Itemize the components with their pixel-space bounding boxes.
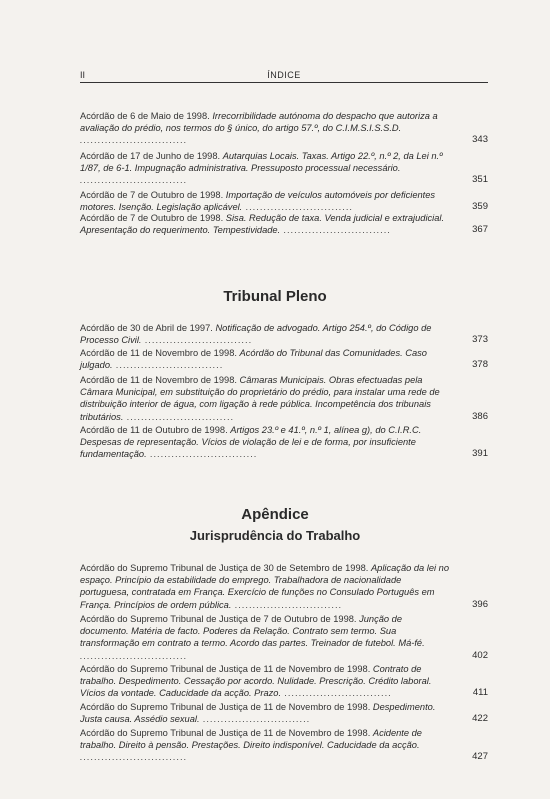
entry-page-number: 351 [472, 174, 488, 186]
index-entry: Acórdão do Supremo Tribunal de Justiça de 11 de Novembro de 1998. Contrato de trabalho. Despedimento. Cessação por acordo. Nulidade. Prescrição. Crédito laboral. Vícios da vontade. Caducidade da acção. Prazo. .............................. 411 [80, 664, 488, 699]
dot-leader: .............................. [80, 175, 188, 186]
entry-page-number: 422 [472, 713, 488, 725]
dot-leader: .............................. [112, 360, 224, 371]
section-title-tribunal-pleno: Tribunal Pleno [223, 288, 327, 305]
header-page-number: II [80, 70, 86, 80]
dot-leader: .............................. [242, 202, 354, 213]
dot-leader: .............................. [141, 335, 253, 346]
entry-page-number: 396 [472, 598, 488, 610]
entry-page-number: 427 [472, 751, 488, 763]
index-entry: Acórdão de 11 de Outubro de 1998. Artigos 23.º e 41.º, n.º 1, alínea g), do C.I.R.C. Despesas de representação. Vícios de violação de lei e de forma, por insuficiente fundamentação. .............................. 391 [80, 425, 488, 460]
index-entry: Acórdão do Supremo Tribunal de Justiça de 7 de Outubro de 1998. Junção de documento. Matéria de facto. Poderes da Relação. Contrato sem termo. Sua transformação em contrato a termo. Acordo das partes. Treinador de futebol. Má-fé. .............................. 402 [80, 614, 488, 661]
dot-leader: .............................. [199, 714, 311, 725]
index-entry: Acórdão do Supremo Tribunal de Justiça de 30 de Setembro de 1998. Aplicação da lei no espaço. Princípio da estabilidade do emprego. Trabalhadora de nacionalidade portuguesa, contratada em França. Exercício de funções no Consulado Português em França. Princípios de ordem pública. .............................. 396 [80, 563, 488, 610]
index-entry: Acórdão de 11 de Novembro de 1998. Acórdão do Tribunal das Comunidades. Caso julgado. .............................. 378 [80, 348, 488, 371]
section-subtitle-jurisprudencia: Jurisprudência do Trabalho [189, 528, 361, 543]
entry-page-number: 359 [472, 201, 488, 213]
index-entry: Acórdão do Supremo Tribunal de Justiça de 11 de Novembro de 1998. Acidente de trabalho. Direito à pensão. Prestações. Direito indisponível. Caducidade da acção. .............................. 427 [80, 728, 488, 763]
dot-leader: .............................. [123, 411, 235, 422]
index-entry: Acórdão de 11 de Novembro de 1998. Câmaras Municipais. Obras efectuadas pela Câmara Municipal, em substituição do proprietário do prédio, para instalar uma rede de distribuição interior de água, com ligação à rede pública. Incompetência dos tribunais tributários. .............................. 386 [80, 375, 488, 422]
entry-page-number: 373 [472, 334, 488, 346]
index-entry: Acórdão de 7 de Outubro de 1998. Sisa. Redução de taxa. Venda judicial e extrajudicial. Apresentação do requerimento. Tempestividade. .............................. 367 [80, 213, 488, 236]
header-title: ÍNDICE [267, 70, 301, 80]
index-entry: Acórdão de 30 de Abril de 1997. Notificação de advogado. Artigo 254.º, do Código de Processo Civil. .............................. 373 [80, 323, 488, 346]
dot-leader: .............................. [281, 688, 393, 699]
entry-page-number: 391 [472, 448, 488, 460]
entry-page-number: 378 [472, 359, 488, 371]
entry-page-number: 386 [472, 410, 488, 422]
dot-leader: .............................. [80, 650, 188, 661]
entry-page-number: 402 [472, 649, 488, 661]
dot-leader: .............................. [231, 599, 343, 610]
dot-leader: .............................. [280, 225, 392, 236]
index-entry: Acórdão de 6 de Maio de 1998. Irrecorribilidade autónoma do despacho que autoriza a avaliação do prédio, nos termos do § único, do artigo 57.º, do C.I.M.S.I.S.S.D. .............................. 343 [80, 111, 488, 146]
index-entry: Acórdão de 7 de Outubro de 1998. Importação de veículos automóveis por deficientes motores. Isenção. Legislação aplicável. .............................. 359 [80, 190, 488, 213]
entry-page-number: 367 [472, 224, 488, 236]
section-title-apendice: Apêndice [241, 506, 309, 523]
index-entry: Acórdão de 17 de Junho de 1998. Autarquias Locais. Taxas. Artigo 22.º, n.º 2, da Lei n.º 1/87, de 6-1. Impugnação administrativa. Pressuposto processual necessário. .............................. 351 [80, 151, 488, 186]
entry-page-number: 343 [472, 134, 488, 146]
dot-leader: .............................. [80, 752, 188, 763]
index-entry: Acórdão do Supremo Tribunal de Justiça de 11 de Novembro de 1998. Despedimento. Justa causa. Assédio sexual. .............................. 422 [80, 702, 488, 725]
entry-page-number: 411 [472, 687, 488, 699]
dot-leader: .............................. [80, 135, 188, 146]
running-header [80, 70, 488, 83]
dot-leader: .............................. [146, 449, 258, 460]
